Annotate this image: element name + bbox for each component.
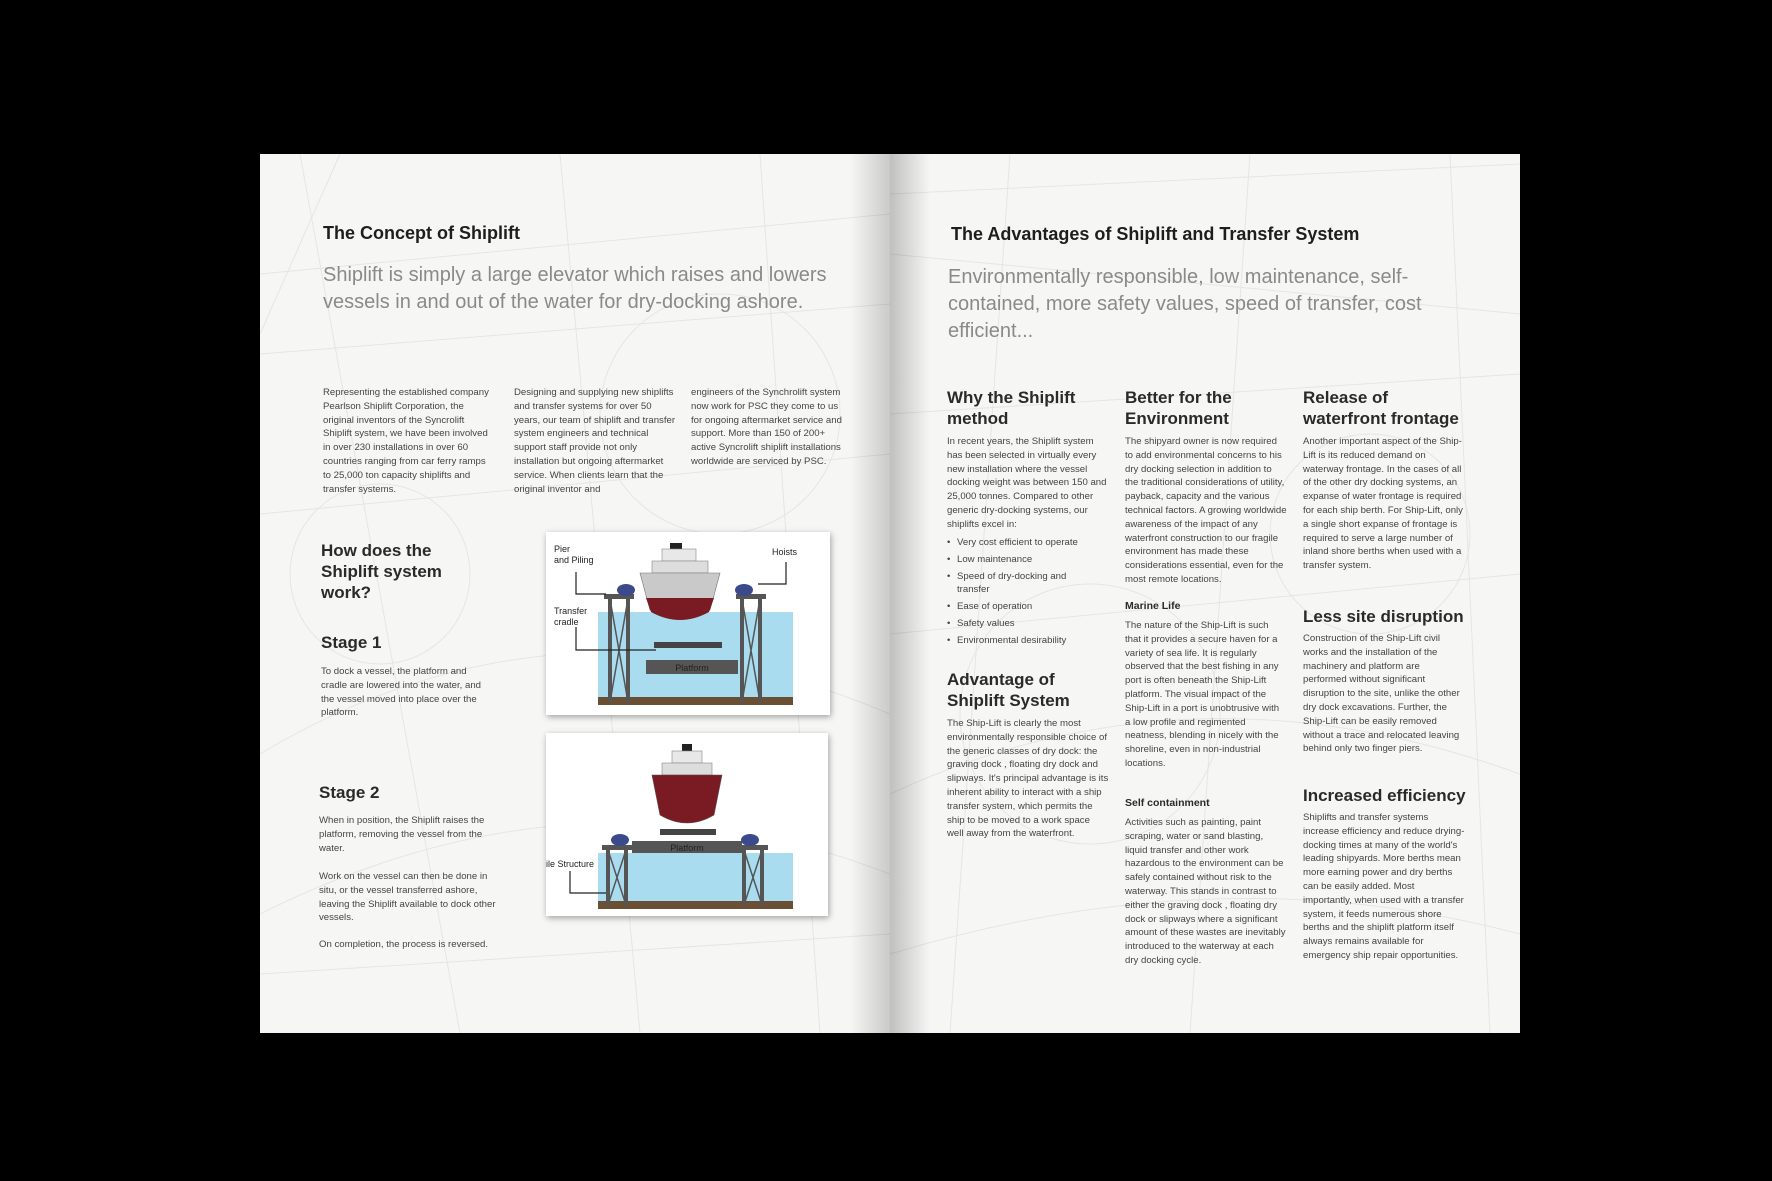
list-item: • Environmental desirability [947,634,1087,647]
stage1-diagram-svg [546,532,830,715]
diagram1-hoists-label: Hoists [772,547,798,557]
stage2-diagram [546,733,828,916]
release-text: Another important aspect of the Ship-Lift is its reduced demand on waterway frontage. In the cases of all of the other dry docking systems, an expanse of water frontage is required for each ship berth. For Ship-Lift, only a single short expanse of frontage is required to serve a large number of inland shore berths when used with a transfer system. [1303,436,1463,572]
stage1-text: To dock a vessel, the platform and cradle are lowered into the water, and the vessel moved into place over the platform. [321,666,481,719]
marine-heading: Marine Life [1125,600,1181,612]
marine-text: The nature of the Ship-Lift is such that it provides a secure haven for a variety of sea life. It is regularly observed that the best fishing in any port is often beneath the Ship-Lift platform. The visual impact of the Ship-Lift in a port is unobtrusive with a low profile and regimented neatness, blending in nicely with the shoreline, even in non-industrial locations. [1125,620,1280,769]
ship-icon [652,744,722,823]
hoist-left-icon [617,584,635,596]
self-containment-heading: Self containment [1125,797,1210,809]
page-title: The Concept of Shiplift [323,223,520,243]
intro-column-2: Designing and supplying new shiplifts and transfer systems for over 50 years, our team of shiplift and transfer system engineers and technical support staff provide not only installation but ongoing aftermarket service. When clients learn that the original inventor and [514,387,676,495]
diagram1-piling-label: and Piling [554,555,594,565]
better-text: The shipyard owner is now required to add environmental concerns to his dry docking selection in addition to the traditional considerations of utility, payback, capacity and the various technical factors. A growing worldwide awareness of the impact of any waterfront construction to our fragile environment has made these considerations essential, even for the most remote locations. [1125,436,1287,585]
how-heading: How does the Shiplift system work? [321,541,442,602]
gutter-shadow [890,154,930,1033]
less-disruption-text: Construction of the Ship-Lift civil works and the installation of the machinery and platform are performed without significant disruption to the site, unlike the other dry dock excavations. Further, the Ship-Lift can be easily removed without a trace and relocated leaving behind only two finger piers. [1303,633,1460,755]
diagram1-platform-label: Platform [675,663,709,673]
intro-column-1: Representing the established company Pearlson Shiplift Corporation, the original inventors of the Syncrolift Shiplift system, we have been involved in over 230 installations in over 60 countries ranging from car ferry ramps to 25,000 ton capacity shiplifts and transfer systems. [323,387,489,495]
why-heading: Why the Shiplift method [947,388,1076,428]
increased-efficiency-text: Shiplifts and transfer systems increase efficiency and reduce drying-docking times at many of the world's leading shipyards. More berths mean more earning power and dry berths can be easily added. Most importantly, when used with a transfer system, it feeds numerous shore berths and the shiplift platform itself always remains available for emergency ship repair opportunities. [1303,812,1465,961]
advantage-text: The Ship-Lift is clearly the most environmentally responsible choice of the generic classes of dry dock: the graving dock , floating dry dock and slipways. It's principal advantage is its inherent ability to interact with a ship transfer system, which permits the ship to be moved to a work space well away from the waterfront. [947,718,1109,840]
diagram1-pier-label: Pier [554,544,571,554]
self-containment-text: Activities such as painting, paint scraping, water or sand blasting, liquid transfer and other work hazardous to the environment can be safely contained without risk to the waterway. This stands in contrast to either the graving dock , floating dry dock or slipways where a significant amount of these wastes are inevitably introduced to the waterway at each dry docking cycle. [1125,817,1286,966]
lead-text: Shiplift is simply a large elevator which raises and lowers vessels in and out of the water for dry-docking ashore. [323,264,827,313]
hoist-right-icon [735,584,753,596]
diagram2-pile-structure-label: ile Structure [546,859,595,869]
right-page [890,154,1520,1033]
list-item: • Low maintenance [947,553,1087,566]
ship-icon [640,543,720,620]
intro-column-3: engineers of the Synchrolift system now work for PSC they come to us for ongoing aftermarket service and support. More than 150 of 200+ active Syncrolift shiplift installations worldwide are serviced by PSC. [691,387,842,467]
why-text: In recent years, the Shiplift system has been selected in virtually every new installation where the vessel docking weight was between 150 and 25,000 tonnes. Compared to other generic dry-docking systems, our shiplifts excel in: [947,436,1107,530]
stage2-text-3: On completion, the process is reversed. [319,939,489,950]
stage2-text-2: Work on the vessel can then be done in situ, or the vessel transferred ashore, leaving the Shiplift available to dock other vessels. [319,871,496,924]
stage1-heading: Stage 1 [321,633,382,652]
diagram2-platform-label: Platform [670,843,704,853]
hoist-left-icon [611,834,629,846]
better-heading: Better for the Environment [1125,388,1232,428]
diagram1-cradle-label: cradle [554,617,579,627]
list-item: • Ease of operation [947,600,1087,613]
release-heading: Release of waterfront frontage [1303,388,1459,428]
stage2-diagram-svg [546,733,828,916]
gutter-shadow [850,154,890,1033]
stage2-text-1: When in position, the Shiplift raises the platform, removing the vessel from the water. [319,815,485,854]
stage2-heading: Stage 2 [319,783,380,802]
stage1-diagram [546,532,830,715]
increased-efficiency-heading: Increased efficiency [1303,786,1466,805]
advantage-heading: Advantage of Shiplift System [947,670,1070,710]
list-item: • Speed of dry-docking and transfer [947,570,1087,597]
list-item: • Safety values [947,617,1087,630]
left-page [260,154,890,1033]
transfer-cradle [660,829,716,835]
why-bullet-list [947,536,1087,651]
less-disruption-heading: Less site disruption [1303,607,1464,626]
lead-text: Environmentally responsible, low maintenance, self-contained, more safety values, speed of transfer, cost efficient... [948,266,1422,342]
hoist-right-icon [741,834,759,846]
diagram1-transfer-label: Transfer [554,606,588,616]
list-item: • Very cost efficient to operate [947,536,1087,549]
transfer-cradle [654,642,722,648]
page-title: The Advantages of Shiplift and Transfer System [951,224,1360,244]
